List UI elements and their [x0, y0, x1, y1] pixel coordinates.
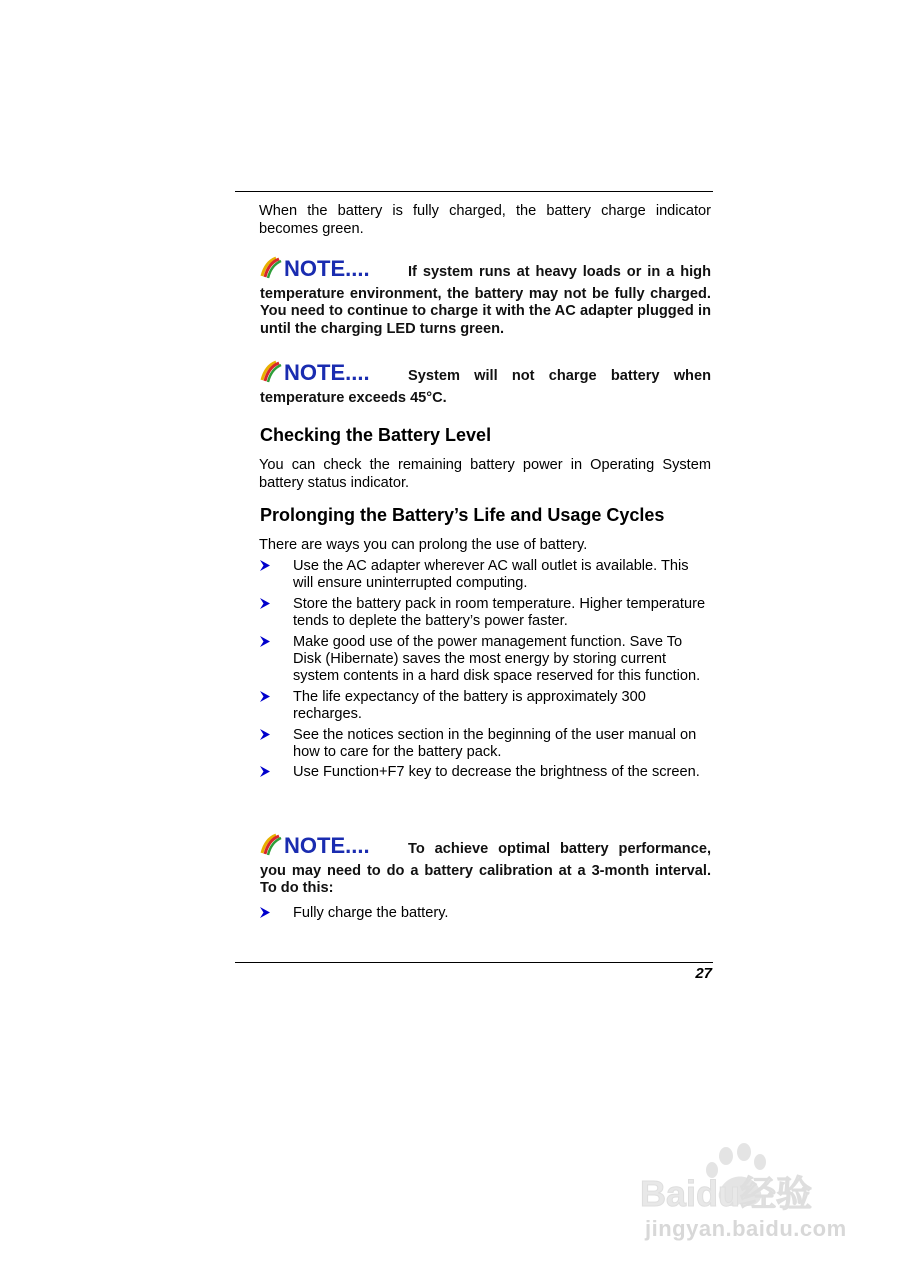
page-number: 27: [695, 965, 712, 982]
list-item: See the notices section in the beginning of the user manual on how to care for the battery pack.: [259, 727, 711, 762]
arrow-bullet-icon: [259, 635, 271, 648]
list-item: Use the AC adapter wherever AC wall outlet is available. This will ensure uninterrupted computing.: [259, 558, 711, 593]
arrow-bullet-icon: [259, 906, 271, 919]
note-1-text: If system runs at heavy loads or in a high temperature environment, the battery may not be fully charged. You need to continue to charge it with the AC adapter plugged in until the charging LED turns green.: [260, 264, 711, 337]
note-2: [260, 360, 711, 407]
top-rule: [235, 191, 713, 192]
arrow-bullet-icon: [259, 597, 271, 610]
svg-text:NOTE....: NOTE....: [284, 833, 370, 857]
note-1: [260, 256, 711, 338]
calibration-steps-list: [259, 905, 711, 925]
note-logo-icon: [260, 256, 384, 286]
arrow-bullet-icon: [259, 728, 271, 741]
list-item: The life expectancy of the battery is approximately 300 recharges.: [259, 689, 711, 724]
battery-tips-list: [259, 558, 711, 785]
checking-battery-paragraph: You can check the remaining battery power in Operating System battery status indicator.: [259, 457, 711, 491]
list-item: Store the battery pack in room temperature. Higher temperature tends to deplete the battery’s power faster.: [259, 596, 711, 631]
note-3-text: To achieve optimal battery performance, you may need to do a battery calibration at a 3-month interval. To do this:: [260, 841, 711, 896]
svg-text:NOTE....: NOTE....: [284, 360, 370, 384]
arrow-bullet-icon: [259, 690, 271, 703]
prolonging-intro-paragraph: There are ways you can prolong the use of battery.: [259, 537, 588, 553]
note-3: [260, 833, 711, 898]
arrow-bullet-icon: [259, 765, 271, 778]
list-item: Use Function+F7 key to decrease the brightness of the screen.: [259, 764, 711, 781]
heading-prolonging-battery-life: Prolonging the Battery’s Life and Usage Cycles: [260, 505, 665, 525]
svg-text:NOTE....: NOTE....: [284, 256, 370, 280]
note-2-text: System will not charge battery when temperature exceeds 45°C.: [260, 368, 711, 406]
arrow-bullet-icon: [259, 559, 271, 572]
intro-paragraph: When the battery is fully charged, the battery charge indicator becomes green.: [259, 203, 711, 237]
note-logo-icon: [260, 833, 384, 863]
heading-checking-battery-level: Checking the Battery Level: [260, 425, 492, 445]
svg-text:Baidu经验: Baidu经验: [640, 1173, 813, 1214]
list-item: Fully charge the battery.: [259, 905, 711, 922]
list-item: Make good use of the power management function. Save To Disk (Hibernate) saves the most energy by storing current system contents in a hard disk space reserved for this function.: [259, 634, 711, 686]
watermark-domain: jingyan.baidu.com: [645, 1216, 847, 1241]
bottom-rule: [235, 962, 713, 963]
note-logo-icon: [260, 360, 384, 390]
